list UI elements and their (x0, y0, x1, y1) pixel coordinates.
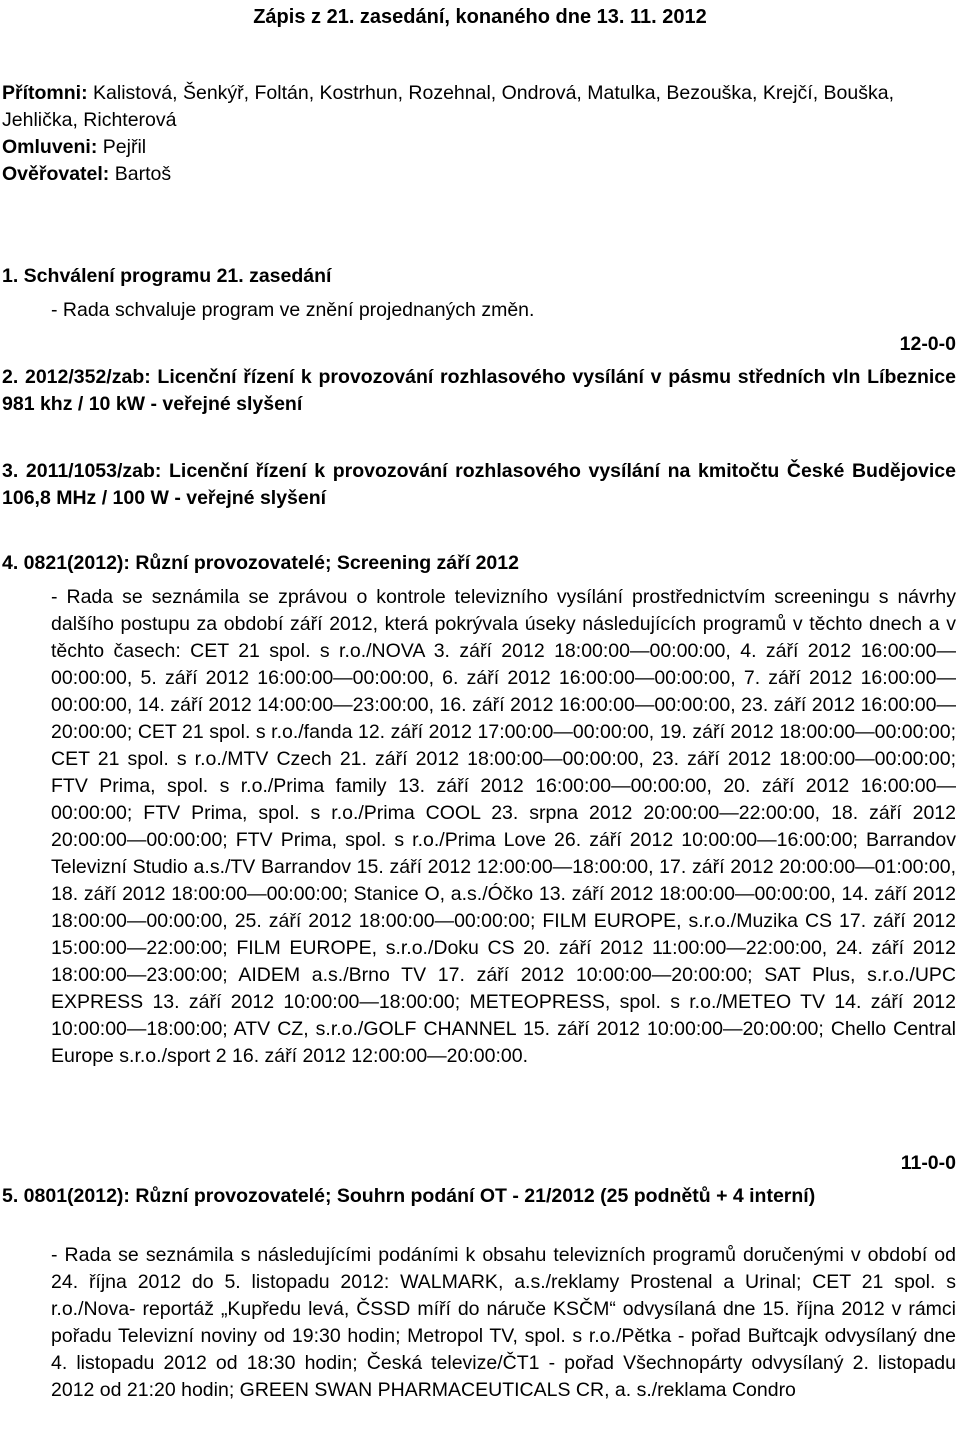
item-1-heading: 1. Schválení programu 21. zasedání (2, 265, 332, 287)
present-line (2, 80, 952, 134)
verifier-line (2, 161, 952, 188)
excused-line (2, 134, 952, 161)
item-3-heading: 3. 2011/1053/zab: Licenční řízení k provozování rozhlasového vysílání na kmitočtu České Budějovice 106,8 MHz / 100 W - veřejné slyšení (2, 460, 956, 509)
item-1-text: - Rada schvaluje program ve znění projednaných změn. (51, 299, 535, 321)
verifier-name: Bartoš (114, 163, 172, 185)
item-4-heading: 4. 0821(2012): Různí provozovatelé; Screening září 2012 (2, 552, 519, 574)
excused-label: Omluveni: (2, 136, 98, 158)
item-5-text: - Rada se seznámila s následujícími podáními k obsahu televizních programů doručenými v období od 24. října 2012 do 5. listopadu 2012: WALMARK, a.s./reklamy Prostenal a Urinal; CET 21 spol. s r.o./Nova- reportáž „Kupředu levá, ČSSD míří do náruče KSČM“ odvysílaná dne 15. října 2012 v rámci pořadu Televizní noviny od 19:30 hodin; Metropol TV, spol. s r.o./Pětka - pořad Buřtcajk odvysílaný dne 4. listopadu 2012 od 18:30 hodin; Česká televize/ČT1 - pořad Všechnopárty odvysílaný 2. listopadu 2012 od 21:20 hodin; GREEN SWAN PHARMACEUTICALS CR, a. s./reklama Condro (51, 1244, 956, 1401)
page-title: Zápis z 21. zasedání, konaného dne 13. 11. 2012 (253, 6, 707, 28)
attendance-block (2, 80, 952, 188)
item-5-heading: 5. 0801(2012): Různí provozovatelé; Souhrn podání OT - 21/2012 (25 podnětů + 4 interní) (2, 1185, 816, 1207)
item-1-vote: 12-0-0 (899, 333, 956, 355)
excused-names: Pejřil (102, 136, 147, 158)
present-label: Přítomni: (2, 82, 88, 104)
verifier-label: Ověřovatel: (2, 163, 110, 185)
item-2-heading: 2. 2012/352/zab: Licenční řízení k provozování rozhlasového vysílání v pásmu středních vln Líbeznice 981 khz / 10 kW - veřejné slyšení (2, 366, 956, 415)
item-4-text: - Rada se seznámila se zprávou o kontrole televizního vysílání prostřednictvím screeningu s návrhy dalšího postupu za období září 2012, která pokrývala úseky následujících programů v těchto dnech a v těchto časech: CET 21 spol. s r.o./NOVA 3. září 2012 18:00:00—00:00:00, 4. září 2012 16:00:00—00:00:00, 5. září 2012 16:00:00—00:00:00, 6. září 2012 16:00:00—00:00:00, 7. září 2012 16:00:00—00:00:00, 14. září 2012 14:00:00—23:00:00, 16. září 2012 16:00:00—00:00:00, 23. září 2012 16:00:00—20:00:00; CET 21 spol. s r.o./fanda 12. září 2012 17:00:00—00:00:00, 19. září 2012 18:00:00—00:00:00; CET 21 spol. s r.o./MTV Czech 21. září 2012 18:00:00—00:00:00, 23. září 2012 18:00:00—00:00:00; FTV Prima, spol. s r.o./Prima family 13. září 2012 16:00:00—00:00:00, 20. září 2012 16:00:00—00:00:00; FTV Prima, spol. s r.o./Prima COOL 23. srpna 2012 20:00:00—22:00:00, 18. září 2012 20:00:00—00:00:00; FTV Prima, spol. s r.o./Prima Love 26. září 2012 10:00:00—16:00:00; Barrandov Televizní Studio a.s./TV Barrandov 15. září 2012 12:00:00—18:00:00, 17. září 2012 20:00:00—01:00:00, 18. září 2012 18:00:00—00:00:00; Stanice O, a.s./Óčko 13. září 2012 18:00:00—00:00:00, 14. září 2012 18:00:00—00:00:00, 25. září 2012 18:00:00—00:00:00; FILM EUROPE, s.r.o./Muzika CS 17. září 2012 15:00:00—22:00:00; FILM EUROPE, s.r.o./Doku CS 20. září 2012 11:00:00—22:00:00, 24. září 2012 18:00:00—23:00:00; AIDEM a.s./Brno TV 17. září 2012 10:00:00—20:00:00; SAT Plus, s.r.o./UPC EXPRESS 13. září 2012 10:00:00—18:00:00; METEOPRESS, spol. s r.o./METEO TV 14. září 2012 10:00:00—18:00:00; ATV CZ, s.r.o./GOLF CHANNEL 15. září 2012 10:00:00—20:00:00; Chello Central Europe s.r.o./sport 2 16. září 2012 12:00:00—20:00:00. (51, 586, 956, 1067)
present-names: Kalistová, Šenkýř, Foltán, Kostrhun, Rozehnal, Ondrová, Matulka, Bezouška, Krejčí, Bouška, Jehlička, Richterová (2, 82, 894, 131)
item-4-vote: 11-0-0 (900, 1152, 956, 1174)
